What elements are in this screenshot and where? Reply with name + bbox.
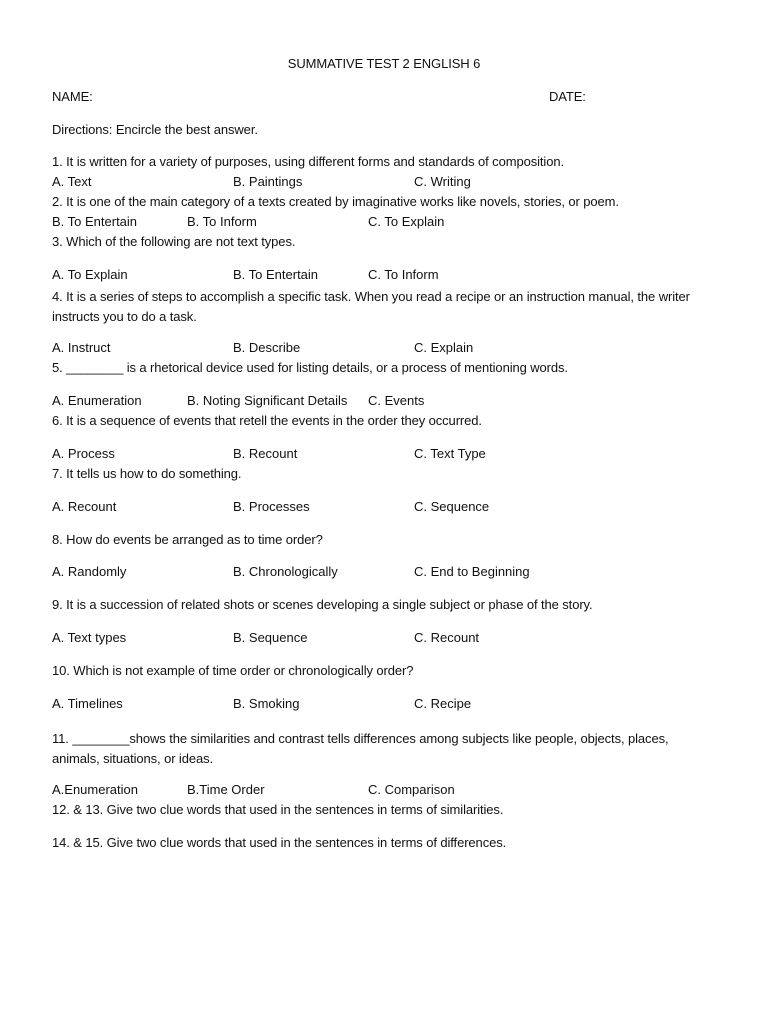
question-11: 11. ________shows the similarities and contrast tells differences among subjects like people, objects, places, animals, situations, or ideas.	[52, 731, 669, 766]
q4-option-a[interactable]: A. Instruct	[52, 340, 111, 355]
q2-option-b[interactable]: B. To Inform	[187, 214, 257, 229]
name-label: NAME:	[52, 89, 93, 104]
question-12-13: 12. & 13. Give two clue words that used in the sentences in terms of similarities.	[52, 802, 504, 817]
q2-option-c[interactable]: C. To Explain	[368, 214, 445, 229]
q10-option-b[interactable]: B. Smoking	[233, 696, 300, 711]
question-7: 7. It tells us how to do something.	[52, 466, 242, 481]
q4-option-c[interactable]: C. Explain	[414, 340, 474, 355]
q6-option-c[interactable]: C. Text Type	[414, 446, 486, 461]
q6-option-a[interactable]: A. Process	[52, 446, 115, 461]
q2-option-a[interactable]: B. To Entertain	[52, 214, 138, 229]
q9-option-c[interactable]: C. Recount	[414, 630, 480, 645]
q3-option-c[interactable]: C. To Inform	[368, 267, 439, 282]
question-8: 8. How do events be arranged as to time order?	[52, 532, 323, 547]
q8-option-c[interactable]: C. End to Beginning	[414, 564, 530, 579]
q9-option-b[interactable]: B. Sequence	[233, 630, 308, 645]
date-label: DATE:	[549, 89, 586, 104]
q9-option-a[interactable]: A. Text types	[52, 630, 127, 645]
q5-option-a[interactable]: A. Enumeration	[52, 393, 142, 408]
question-14-15: 14. & 15. Give two clue words that used in the sentences in terms of differences.	[52, 835, 507, 850]
q7-option-c[interactable]: C. Sequence	[414, 499, 490, 514]
q8-option-a[interactable]: A. Randomly	[52, 564, 127, 579]
question-2: 2. It is one of the main category of a texts created by imaginative works like novels, stories, or poem.	[52, 194, 619, 209]
q7-option-a[interactable]: A. Recount	[52, 499, 117, 514]
question-10: 10. Which is not example of time order or chronologically order?	[52, 663, 414, 678]
page-title: SUMMATIVE TEST 2 ENGLISH 6	[287, 56, 481, 71]
q10-option-a[interactable]: A. Timelines	[52, 696, 123, 711]
directions: Directions: Encircle the best answer.	[52, 122, 258, 137]
q11-option-a[interactable]: A.Enumeration	[52, 782, 138, 797]
q11-option-b[interactable]: B.Time Order	[187, 782, 265, 797]
q5-option-b[interactable]: B. Noting Significant Details	[187, 393, 348, 408]
q3-option-a[interactable]: A. To Explain	[52, 267, 128, 282]
question-1: 1. It is written for a variety of purposes, using different forms and standards of composition.	[52, 154, 564, 169]
question-4: 4. It is a series of steps to accomplish a specific task. When you read a recipe or an instruction manual, the writer instructs you to do a task.	[52, 289, 690, 324]
q1-option-b[interactable]: B. Paintings	[233, 174, 303, 189]
question-6: 6. It is a sequence of events that retell the events in the order they occurred.	[52, 413, 482, 428]
q3-option-b[interactable]: B. To Entertain	[233, 267, 319, 282]
q7-option-b[interactable]: B. Processes	[233, 499, 310, 514]
q1-option-a[interactable]: A. Text	[52, 174, 92, 189]
q4-option-b[interactable]: B. Describe	[233, 340, 301, 355]
q6-option-b[interactable]: B. Recount	[233, 446, 298, 461]
question-9: 9. It is a succession of related shots or scenes developing a single subject or phase of the story.	[52, 597, 593, 612]
q1-option-c[interactable]: C. Writing	[414, 174, 471, 189]
q10-option-c[interactable]: C. Recipe	[414, 696, 472, 711]
question-3: 3. Which of the following are not text types.	[52, 234, 296, 249]
question-5: 5. ________ is a rhetorical device used for listing details, or a process of mentioning words.	[52, 360, 568, 375]
q8-option-b[interactable]: B. Chronologically	[233, 564, 338, 579]
q11-option-c[interactable]: C. Comparison	[368, 782, 455, 797]
q5-option-c[interactable]: C. Events	[368, 393, 425, 408]
